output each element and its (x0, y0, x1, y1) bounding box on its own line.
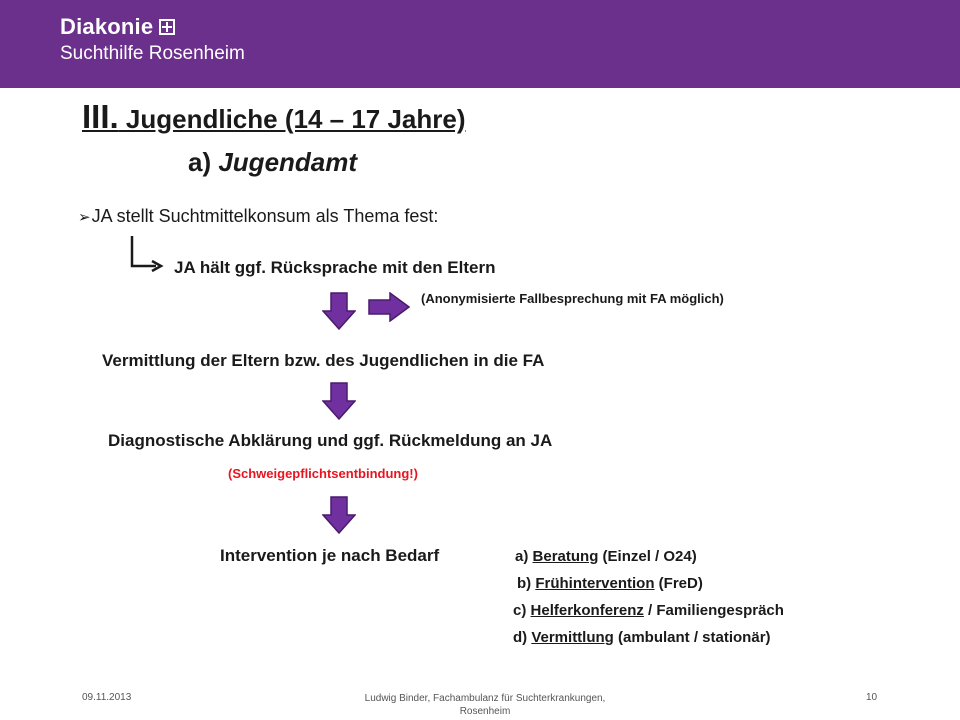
footer-author (340, 692, 630, 718)
down-arrow-icon (322, 382, 356, 420)
subtitle-main: Jugendamt (218, 147, 358, 177)
logo-name: Diakonie (60, 14, 154, 39)
option-label: Beratung (532, 548, 599, 565)
option-d (513, 629, 771, 646)
step-1-text: JA hält ggf. Rücksprache mit den Eltern (174, 258, 496, 277)
option-suffix: (Einzel / O24) (598, 548, 697, 565)
option-a (515, 548, 697, 565)
bullet-text: JA stellt Suchtmittelkonsum als Thema fest: (91, 206, 439, 226)
step-4-text: Intervention je nach Bedarf (220, 546, 440, 565)
option-b (517, 575, 703, 592)
step-3-text: Diagnostische Abklärung und ggf. Rückmeldung an JA (108, 431, 553, 450)
logo-subtitle: Suchthilfe Rosenheim (60, 43, 245, 64)
title-number: III. (82, 98, 119, 135)
footer-date: 09.11.2013 (82, 692, 132, 703)
option-label: Vermittlung (531, 629, 614, 646)
option-label: Frühintervention (535, 575, 655, 592)
option-label: Helferkonferenz (530, 602, 644, 619)
option-c (513, 602, 784, 619)
footer-author-line2: Rosenheim (459, 706, 511, 717)
note-3-text: (Schweigepflichtsentbindung!) (228, 466, 418, 481)
note-1-text: (Anonymisierte Fallbesprechung mit FA möglich) (421, 291, 724, 306)
subtitle-prefix: a) (188, 147, 219, 177)
logo-name-row (60, 14, 245, 40)
bullet-item (78, 206, 438, 227)
corner-arrow-icon (128, 234, 168, 274)
slide-subtitle (188, 147, 357, 178)
option-prefix: c) (513, 602, 531, 619)
diakonie-cross-icon (159, 19, 175, 35)
logo (60, 14, 245, 65)
down-arrow-icon (322, 496, 356, 534)
slide-title (82, 98, 466, 136)
option-suffix: (FreD) (654, 575, 703, 592)
option-prefix: b) (517, 575, 536, 592)
step-2-text: Vermittlung der Eltern bzw. des Jugendlichen in die FA (102, 351, 545, 370)
footer-page-number: 10 (866, 692, 878, 703)
right-arrow-icon (368, 292, 410, 322)
option-prefix: d) (513, 629, 532, 646)
option-prefix: a) (515, 548, 533, 565)
title-text: Jugendliche (14 – 17 Jahre) (118, 104, 466, 134)
footer-author-line1: Ludwig Binder, Fachambulanz für Suchterkrankungen, (364, 693, 606, 704)
arrow-bullet-icon: ➢ (78, 209, 91, 226)
option-suffix: / Familiengespräch (643, 602, 784, 619)
option-suffix: (ambulant / stationär) (613, 629, 771, 646)
down-arrow-icon (322, 292, 356, 330)
header-banner (0, 0, 960, 88)
